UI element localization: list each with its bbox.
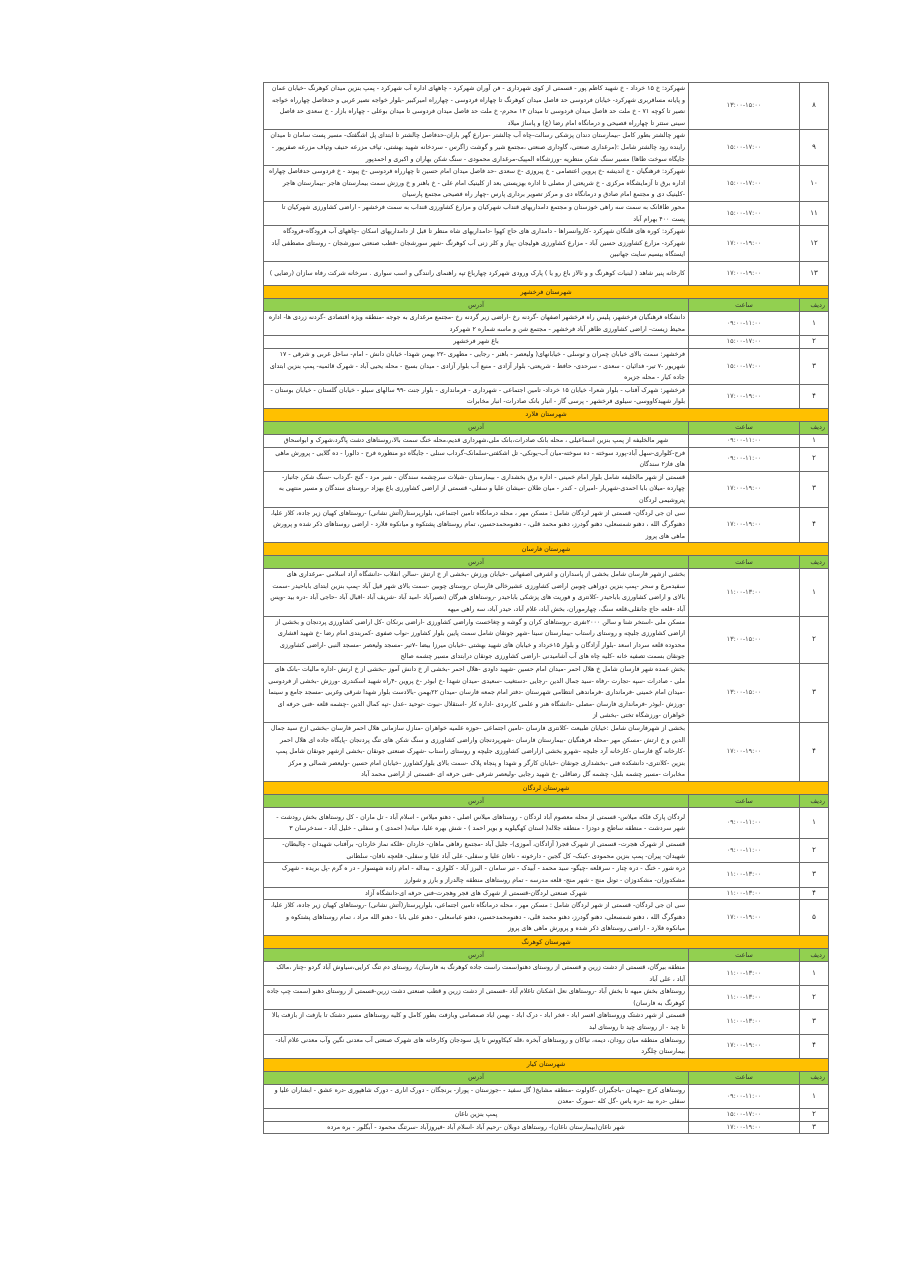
time-range: ۰۹:۰۰-۱۱:۰۰ [689,808,800,839]
row-number: ۱ [800,1084,829,1108]
time-range: ۱۳:۰۰-۱۵:۰۰ [689,83,800,130]
county-title: شهرستان لردگان [264,782,829,795]
column-header-address: آدرس [264,299,689,312]
time-range: ۱۷:۰۰-۱۹:۰۰ [689,723,800,782]
row-number: ۱ [800,962,829,986]
county-header [264,408,829,421]
row-number: ۴ [800,887,829,900]
table-row [264,863,829,887]
table-row [264,507,829,543]
column-header-time: ساعت [689,949,800,962]
table-row [264,348,829,384]
table-row [264,986,829,1010]
row-number: ۴ [800,507,829,543]
address-text: پمپ بنزین ناغان [264,1108,689,1121]
county-title: شهرستان کیار [264,1058,829,1071]
column-header-row [264,299,829,312]
column-header-address: آدرس [264,556,689,569]
address-text: باغ شهر فرخشهر [264,336,689,349]
table-row [264,312,829,336]
time-range: ۱۱:۰۰-۱۳:۰۰ [689,863,800,887]
table-row [264,384,829,408]
row-number: ۱۱ [800,201,829,225]
row-number: ۸ [800,83,829,130]
column-header-time: ساعت [689,1071,800,1084]
row-number: ۳ [800,1010,829,1034]
time-range: ۱۱:۰۰-۱۳:۰۰ [689,1010,800,1034]
row-number: ۲ [800,616,829,663]
row-number: ۳ [800,863,829,887]
time-range: ۱۵:۰۰-۱۷:۰۰ [689,130,800,166]
table-row [264,1121,829,1134]
time-range: ۱۵:۰۰-۱۷:۰۰ [689,348,800,384]
time-range: ۱۱:۰۰-۱۳:۰۰ [689,569,800,616]
time-range: ۰۹:۰۰-۱۱:۰۰ [689,1084,800,1108]
row-number: ۳ [800,471,829,507]
row-number: ۲ [800,336,829,349]
address-text: مسکن ملی -استخر شنا و سالن ۲۰۰۰نفری -روستاهای کران و گوشه و چغاخست واراضی کشاورزی -اراضی برنکان -کل اراضی کشاورزی پردنجان و بخشی از اراضی کشاورزی جلیچه و روستای راستاب -بیمارستان سینا -شهر جونقان شامل سمت پایین بلوار کشاورز -نواب صفوی -کمربندی امام رضا -خ شهید افشاری محدوده قلعه سردار اسعد -بلوار آزادگان و بلوار ۱۵خرداد و خیابان های شهید بهشتی -خیابان میرزا بیضا -۷تیر -مسجد ولیعصر -مسجد النبی -اراضی کشاورزی جونقان بسمت تصفیه خانه -کلیه چاه های آب آشامیدنی -اراضی کشاورزی جونقان درابتدای مسیر چشمه صالح [264,616,689,663]
column-header-row [264,556,829,569]
address-text: شهر مالخلیفه از پمپ بنزین اسماعیلی ، محله بانک صادرات،بانک ملی،شهرداری قدیم،محله خنگ سمت بالا،روستاهای دشت پاگرد،شهرک و ابواسحاق [264,434,689,447]
address-text: روستاهای بخش میهه تا بخش آباد -روستاهای نعل اشکنان تاغلام آباد -قسمتی از دشت زرین و قطب صنعتی دشت زرین-قسمتی از روستای دهنو (سمت چپ جاده کوهرنگ به فارسان) [264,986,689,1010]
address-text: شهرکرد: خ ۱۵ خرداد - خ شهید کاظم پور - قسمتی از کوی شهرداری - فن آوران شهرکرد - چاههای اداره آب شهرکرد - پمپ بنزین میدان کوهرنگ -خیابان عمان و پایانه مسافربری شهرکرد- خیابان فردوسی حد فاصل میدان کوهرنگ تا چهاراه فردوسی - چهارراه امیرکبیر -بلوار خواجه نصیر غربی و حدفاصل چهارراه خواجه نصیر تا کوچه ۷۱ - خ ملت حد فاصل میدان فردوسی تا میدان ۱۴ محرم- خ ملت حد فاصل میدان فردوسی تا میدان بوعلی - چهاراه بازار - خ سعدی حد فاصل سینی ستتر تا چهارراه فصیحی و درمانگاه امام رضا (ع) و پاساژ میلاد [264,83,689,130]
time-range: ۱۵:۰۰-۱۷:۰۰ [689,201,800,225]
address-text: شهرکرد: کوره های قلنگان شهرکرد -کاروانسراها - دامداری های حاج کهوا -دامداریهای شاه منظر تا قبل از دامداریهای اسکان -چاههای آب فرودگاه-فرودگاه شهرکرد- مزارع کشاورزی حسین آباد - مزارع کشاورزی هولیجان -پیاز و کلر زنی آب کوهرنگ -شهر سورشجان -قطب صنعتی سورشجان - روستای مصطفی آباد ایستگاه بیسیم سایت جهانبین [264,226,689,262]
county-header [264,1058,829,1071]
column-header-address: آدرس [264,949,689,962]
time-range: ۱۵:۰۰-۱۷:۰۰ [689,1108,800,1121]
time-range: ۱۳:۰۰-۱۵:۰۰ [689,616,800,663]
table-row [264,83,829,130]
address-text: شهر چالشتر بطور کامل -بیمارستان دندان پزشکی رسالت-چاه آب چالشتر -مزارع گهر باران-حدفاصل چالشتر تا ابتدای پل اشگفتک- مسیر پست سامان تا میدان راینده رود چالشتر شامل :(مرغداری صنعتی، گاوداری صنعتی ،مجتمع شیر و گوشت زاگرس - سردخانه شهید بهشتی، تپاف مزرعه حنیف وتپاف مزرعه صفرپور - جایگاه سوخت طاها) مسیر سنگ شکن منظریه -ورزشگاه المپیک-مرغداری محمودی - سنگ شکن بهاران و اکبری و احمدپور [264,130,689,166]
table-row [264,201,829,225]
time-range: ۱۷:۰۰-۱۹:۰۰ [689,226,800,262]
table-row [264,1084,829,1108]
row-number: ۱۰ [800,166,829,202]
county-header [264,543,829,556]
table-row [264,962,829,986]
table-row [264,900,829,936]
address-text: محور طاقانک به سمت سه راهی خوزستان و مجتمع دامداریهای قنداب شهرکیان و مزارع کشاورزی قنداب به سمت فرخشهر - اراضی کشاورزی شهرکیان تا پست ۴۰۰ بهرام آباد [264,201,689,225]
row-number: ۲ [800,839,829,863]
county-header [264,936,829,949]
column-header-row-number: ردیف [800,1071,829,1084]
address-text: شهر ناغان(بیمارستان ناغان)- روستاهای دوبلان -رحیم آباد -اسلام آباد -فیروزآباد -سرتنگ محمود - آبگلور - بره مرده [264,1121,689,1134]
address-text: فرخشهر: شهرک آفتاب - بلوار شعرا- خیابان ۱۵ خرداد- تامین اجتماعی - شهرداری - فرمانداری - بلوار جنت -۹۹ سالهای سیلو - خیابان گلستان - خیابان بوستان - بلوار شهیدکاووسی- سیلوی فرخشهر - پرسی گاز - انبار بانک صادرات- انبار مخابرات [264,384,689,408]
county-header [264,782,829,795]
column-header-time: ساعت [689,299,800,312]
time-range: ۱۷:۰۰-۱۹:۰۰ [689,1121,800,1134]
address-text: لردگان پارک فلکه میلاس- قسمتی از محله معصوم آباد لردگان - روستاهای میلاس اصلی - دهنو میلاس - اسلام آباد - تل ماران - کل روستاهای بخش رودشت - شهر سردشت - منطقه ساطح و دودزا - منطقه جلاله( استان کهگیلویه و بویر احمد ) - شش بهره علیا، میانه( احمدی ) و سفلی - خلیل آباد - سدخرسان ۳ [264,808,689,839]
table-row [264,808,829,839]
column-header-row [264,949,829,962]
time-range: ۱۱:۰۰-۱۳:۰۰ [689,986,800,1010]
address-text: بخشی از شهرفارسان شامل :خیابان طبیعت -کلانتری فارسان -تامین اجتماعی -حوزه علمیه خواهران -منازل سازمانی هلال احمر فارسان -بخشی ازخ سید جمال الدین و خ ارتش -مسکن مهر -محله فرهنگیان -بیمارستان فارسان -شهرپردنجان واراضی کشاورزی و سنگ شکن های تنگ پردنجان -پایگاه جاده ای هلال احمر -کارخانه گچ فارسان -کارخانه آرد جلیچه -شهرو بخشی ازاراضی کشاورزی جلیچه و روستای راستاب -شهرک صنعتی جونقان -بخشی ازشهر جونقان شامل پمپ بنزین -کلانتری- دانشکده فنی -بخشداری جونقان -خیابان کارگر و شهدا و پنجاه پلاک -سمت بالای بلوارکشاورز -خیابان امام حسین -ولیعصر شمالی و مرکز مخابرات -مسیر چشمه بلبل- چشمه گل رضاقلی -خ شهید رجایی -ولیعصر شرقی -فنی حرفه ای -قسمتی از اراضی محمد آباد [264,723,689,782]
table-row [264,616,829,663]
county-title: شهرستان فلارد [264,408,829,421]
time-range: ۱۷:۰۰-۱۹:۰۰ [689,507,800,543]
outage-schedule-table [263,82,829,1134]
table-row [264,1034,829,1058]
address-text: قسمتی از شهر مالخلیفه شامل بلوار امام خمینی - اداره برق بخشداری - بیمارستان -شیلات سرچشمه سندگان - شیر مرد - گنج -گرداب -سنگ شکن جانباز- چهارده -میلان بابا احمدی-شهریار -امیران - کندر - میان طلان -میشان علیا و سفلی- قسمتی از اراضی کشاورزی باغ بهزاد -روستای سندگان و مسیر منتهی به پتروشیمی لردگان [264,471,689,507]
table-row [264,723,829,782]
address-text: کارخانه پنیر شاهد ( لبنیات کوهرنگ و و تالاز باغ رو یا ) پارک ورودی شهرکرد چهارباغ تپه راهنمای رانندگی و اسب سواری . سرخانه شرکت رفاه سازان (رضایی ) [264,261,689,285]
table-row [264,471,829,507]
table-row [264,130,829,166]
column-header-row [264,795,829,808]
address-text: بخشی ازشهر فارسان شامل بخشی از پاسداران و اشرفی اصفهانی -خیابان ورزش -بخشی از خ ارتش -سالن انقلاب -دانشگاه آزاد اسلامی -مرغداری های سفیدمرغ و سحر -پمپ بنزین دوراهی چوبین اراضی کشاورزی عشیرخالی فارسان -روستای چوبین -سمت بالای شهر قیل آباد -پمپ بنزین ابتدای باباحیدر -سمت بالای و اراضی کشاورزی باباحیدر -کلانتری و فوریت های پزشکی باباحیدر -روستاهای هیرگان (نصیرآباد -امید آباد -شریف آباد -اقبال آباد -حاجی آباد -دره بید -ویس آباد -قلعه حاج جانقلی،قلعه سنگ، چهارموران، بخش آباد، غلام آباد، حیدر آباد، سه راهی میهه [264,569,689,616]
time-range: ۱۵:۰۰-۱۷:۰۰ [689,336,800,349]
table-row [264,1108,829,1121]
column-header-row-number: ردیف [800,795,829,808]
row-number: ۱ [800,808,829,839]
time-range: ۱۷:۰۰-۱۹:۰۰ [689,1034,800,1058]
outage-schedule-document [263,82,829,1134]
column-header-row-number: ردیف [800,299,829,312]
address-text: روستاهای منطقه میان رودان، دیمه، تیاکان و روستاهای آبخره ،قله کیکاووس تا پل سودجان وکارخانه های شهرک صنعتی آب معدنی نگین وآب معدنی غلام آباد- بیمارستان چلگرد [264,1034,689,1058]
row-number: ۳ [800,664,829,723]
column-header-address: آدرس [264,421,689,434]
time-range: ۱۱:۰۰-۱۳:۰۰ [689,962,800,986]
table-row [264,664,829,723]
table-row [264,1010,829,1034]
column-header-row [264,1071,829,1084]
table-row [264,447,829,471]
time-range: ۰۹:۰۰-۱۱:۰۰ [689,312,800,336]
table-row [264,569,829,616]
county-header [264,286,829,299]
address-text: منطقه بیرگان، قسمتی از دشت زرین و قسمتی از روستای دهنو(سمت راست جاده کوهرنگ به فارسان)، روستای دم تنگ کرایی،سیاوش آباد گردو -چنار ،مالک آباد ، علی آباد [264,962,689,986]
column-header-row-number: ردیف [800,421,829,434]
row-number: ۳ [800,1121,829,1134]
column-header-time: ساعت [689,421,800,434]
address-text: سی ان جی لردگان- قسمتی از شهر لردگان شامل : مسکن مهر ، محله درمانگاه تامین اجتماعی، بلوارپرستار(آتش نشانی) -روستاهای کهیان زیر جاده، کلاز علیا، دهنوگرگ الله ، دهنو شمسعلی، دهنو گودرز، دهنو محمد قلی، - دهنومحمدحسین، دهنو عباسعلی - دهنو علی بابا - دهنو الله مراد ، تمام روستاهای پشتکوه و میانکوه فلارد - اراضی روستاهای ذکر شده و پرورش ماهی های پروز [264,900,689,936]
row-number: ۱ [800,312,829,336]
table-row [264,839,829,863]
address-text: شهرک صنعتی لردگان-قسمتی از شهرک های فجر وهجرت-فنی حرفه ای-دانشگاه آزاد [264,887,689,900]
row-number: ۳ [800,348,829,384]
time-range: ۱۷:۰۰-۱۹:۰۰ [689,900,800,936]
column-header-time: ساعت [689,556,800,569]
table-row [264,166,829,202]
address-text: بخش عمده شهر فارسان شامل خ هلال احمر -میدان امام حسین -شهید داودی -هلال احمر -بخشی از خ دانش آموز -بخشی از خ ارتش -اداره مالیات -بانک های ملی - صادرات -سپه -تجارت -رفاه -سید جمال الدین -رجایی -دستغیب -سعیدی -میدان شهدا -خ ابوذر -خ پروین -۴راه شهید اسکندری -ورزش -بخشی از فردوسی -میدان امام خمینی -فرمانداری -فرماندهی انتظامی شهرستان -دفتر امام جمعه فارسان -میدان ۲۲بهمن -بالادست بلوار شهدا شرقی وغربی -مسجد جامع و سینما -ورزش -ابوذر -فرمانداری فارسان -مصلی -دانشگاه هنر و علمی کاربردی -اداره کار -استقلال -نبوت -توحید -عدل -تپه کمال الدین -چشمه قلعه -فنی حرفه ای خواهران -ورزشگاه تختی -بخشی از [264,664,689,723]
address-text: قسمتی از شهر دشتک وروستاهای افسر اباد - فخر اباد - درک اباد - بهمن اباد صمصامی وبازفت بطور کامل و کلیه روستاهای مسیر دشتک تا بازفت از بازفت بالا تا چید - از روستای چید تا روستای لبد [264,1010,689,1034]
time-range: ۱۷:۰۰-۱۹:۰۰ [689,261,800,285]
county-title: شهرستان فارسان [264,543,829,556]
time-range: ۱۵:۰۰-۱۷:۰۰ [689,166,800,202]
address-text: شهرکرد: فرهنگیان - خ اندیشه -خ پروین اعتصامی - خ پیروزی -خ سعدی -حد فاصل میدان امام حسین تا چهارراه فردوسی -خ پیوند - خ فردوسی حدفاصل چهاراه اداره برق تا آزمایشگاه مرکزی - خ شریعتی از مصلی تا اداره بهزیستی بعد از کلینیک امام علی - خ باهنر و خ ورزش سمت بیمارستان هاجر -بیمارستان هاجر -کلینیک دی و مجتمع امام صادق و درمانگاه دی و مرکز تصویر برداری پارس -چهار راه فصیحی مجتمع پارسیان [264,166,689,202]
time-range: ۱۷:۰۰-۱۹:۰۰ [689,471,800,507]
row-number: ۱ [800,569,829,616]
row-number: ۴ [800,1034,829,1058]
address-text: فرح-کلواری-سهل آباد-پورد سوخته - ده سوخته-میان آب-یونکی- تل اشکفتی-سلمانک-گرداب سنلی - جایگاه دو منظوره فرح - دالورا - ده گلایی - پرورش ماهی های فاز۲ سندگان [264,447,689,471]
table-row [264,887,829,900]
county-title: شهرستان کوهرنگ [264,936,829,949]
address-text: فرخشهر: سمت بالای خیابان چمران و توسلی - خیابانهای( ولیعصر - باهنر - رجایی - مطهری -۲۲ بهمن شهدا- خیابان دانش - امام- ساحل غربی و شرقی - ۱۷ شهریور -۷ تیر- فدائیان - سعدی - سرحدی- حافظ - شریعتی- بلوار آزادی - منبع آب بلوار آزادی - میدان بسیج - محله یحیی آباد - شهرک قائمیه- پمپ بنزین ابتدای جاده کیار - محله جزیره [264,348,689,384]
time-range: ۱۱:۰۰-۱۳:۰۰ [689,887,800,900]
table-row [264,226,829,262]
address-text: سی ان جی لردگان- قسمتی از شهر لردگان شامل : مسکن مهر ، محله درمانگاه تامین اجتماعی، بلوارپرستار(آتش نشانی) -روستاهای کهیان زیر جاده، کلاز علیا، دهنوگرگ الله ، دهنو شمسعلی، دهنو گودرز، دهنو محمد قلی، - دهنومحمدحسین، تمام روستاهای پشتکوه و میانکوه فلارد - اراضی روستاهای ذکر شده و پرورش ماهی های پروز [264,507,689,543]
row-number: ۲ [800,1108,829,1121]
column-header-row-number: ردیف [800,556,829,569]
table-row [264,336,829,349]
column-header-row-number: ردیف [800,949,829,962]
time-range: ۱۳:۰۰-۱۵:۰۰ [689,664,800,723]
row-number: ۲ [800,986,829,1010]
row-number: ۲ [800,447,829,471]
column-header-address: آدرس [264,1071,689,1084]
column-header-time: ساعت [689,795,800,808]
table-row [264,434,829,447]
time-range: ۰۹:۰۰-۱۱:۰۰ [689,447,800,471]
row-number: ۴ [800,723,829,782]
time-range: ۱۷:۰۰-۱۹:۰۰ [689,384,800,408]
address-text: دانشگاه فرهنگیان فرخشهر، پلیس راه فرخشهر اصفهان -گردنه رخ -اراضی زیر گردنه رخ -مجتمع مرغداری به جوجه -منطقه ویژه اقتصادی -گردنه زردی ها- اداره محیط زیست- اراضی کشاورزی طاهر آباد فرخشهر - مجتمع شن و ماسه شماره ۲ شهرکرد [264,312,689,336]
column-header-address: آدرس [264,795,689,808]
row-number: ۱۳ [800,261,829,285]
row-number: ۴ [800,384,829,408]
time-range: ۰۹:۰۰-۱۱:۰۰ [689,434,800,447]
row-number: ۹ [800,130,829,166]
row-number: ۱ [800,434,829,447]
address-text: روستاهای کرج -جهمان -باجگیران -گاولوت -منطقه مشایخ( گل سفید - -جوزستان - پوراز- برنجگان - دورک اناری - دورک شاهپوری -دره عشق - ابشاران علیا و سفلی -دره بید -دره یاس -گل کله -سورک -معدن [264,1084,689,1108]
row-number: ۱۲ [800,226,829,262]
county-title: شهرستان فرخشهر [264,286,829,299]
column-header-row [264,421,829,434]
table-row [264,261,829,285]
address-text: قسمتی از شهرک هجرت- قسمتی از شهرک فجر( آزادگان، آموزی)- جلیل آباد -مجتمع رفاهی ماهان- خاردان -فلکه نماز خاردان- برآفتاب شهیدان - چالبطان- شهیدان- پیران- پمپ بنزین محمودی -کینک- کل گجین - دارخونه - نافان علیا و سفلی- علی آباد علیا و سفلی- قلعچه نافان- سلطانی [264,839,689,863]
address-text: دره شور - خنگ - دره چنار - سرقلعه -چیگو- سید محمد - آبیدک - تیر سامان - البرز آباد - کلواری - بیداله - امام زاده شهسوار - در ه گرم -پل بریده - شهرک مشکدوزان- مشکدوزان - تونل منج - شهر منج- قلعه مدرسه - تمام روستاهای منطقه چالدراز و بارز و شوارز [264,863,689,887]
time-range: ۰۹:۰۰-۱۱:۰۰ [689,839,800,863]
row-number: ۵ [800,900,829,936]
